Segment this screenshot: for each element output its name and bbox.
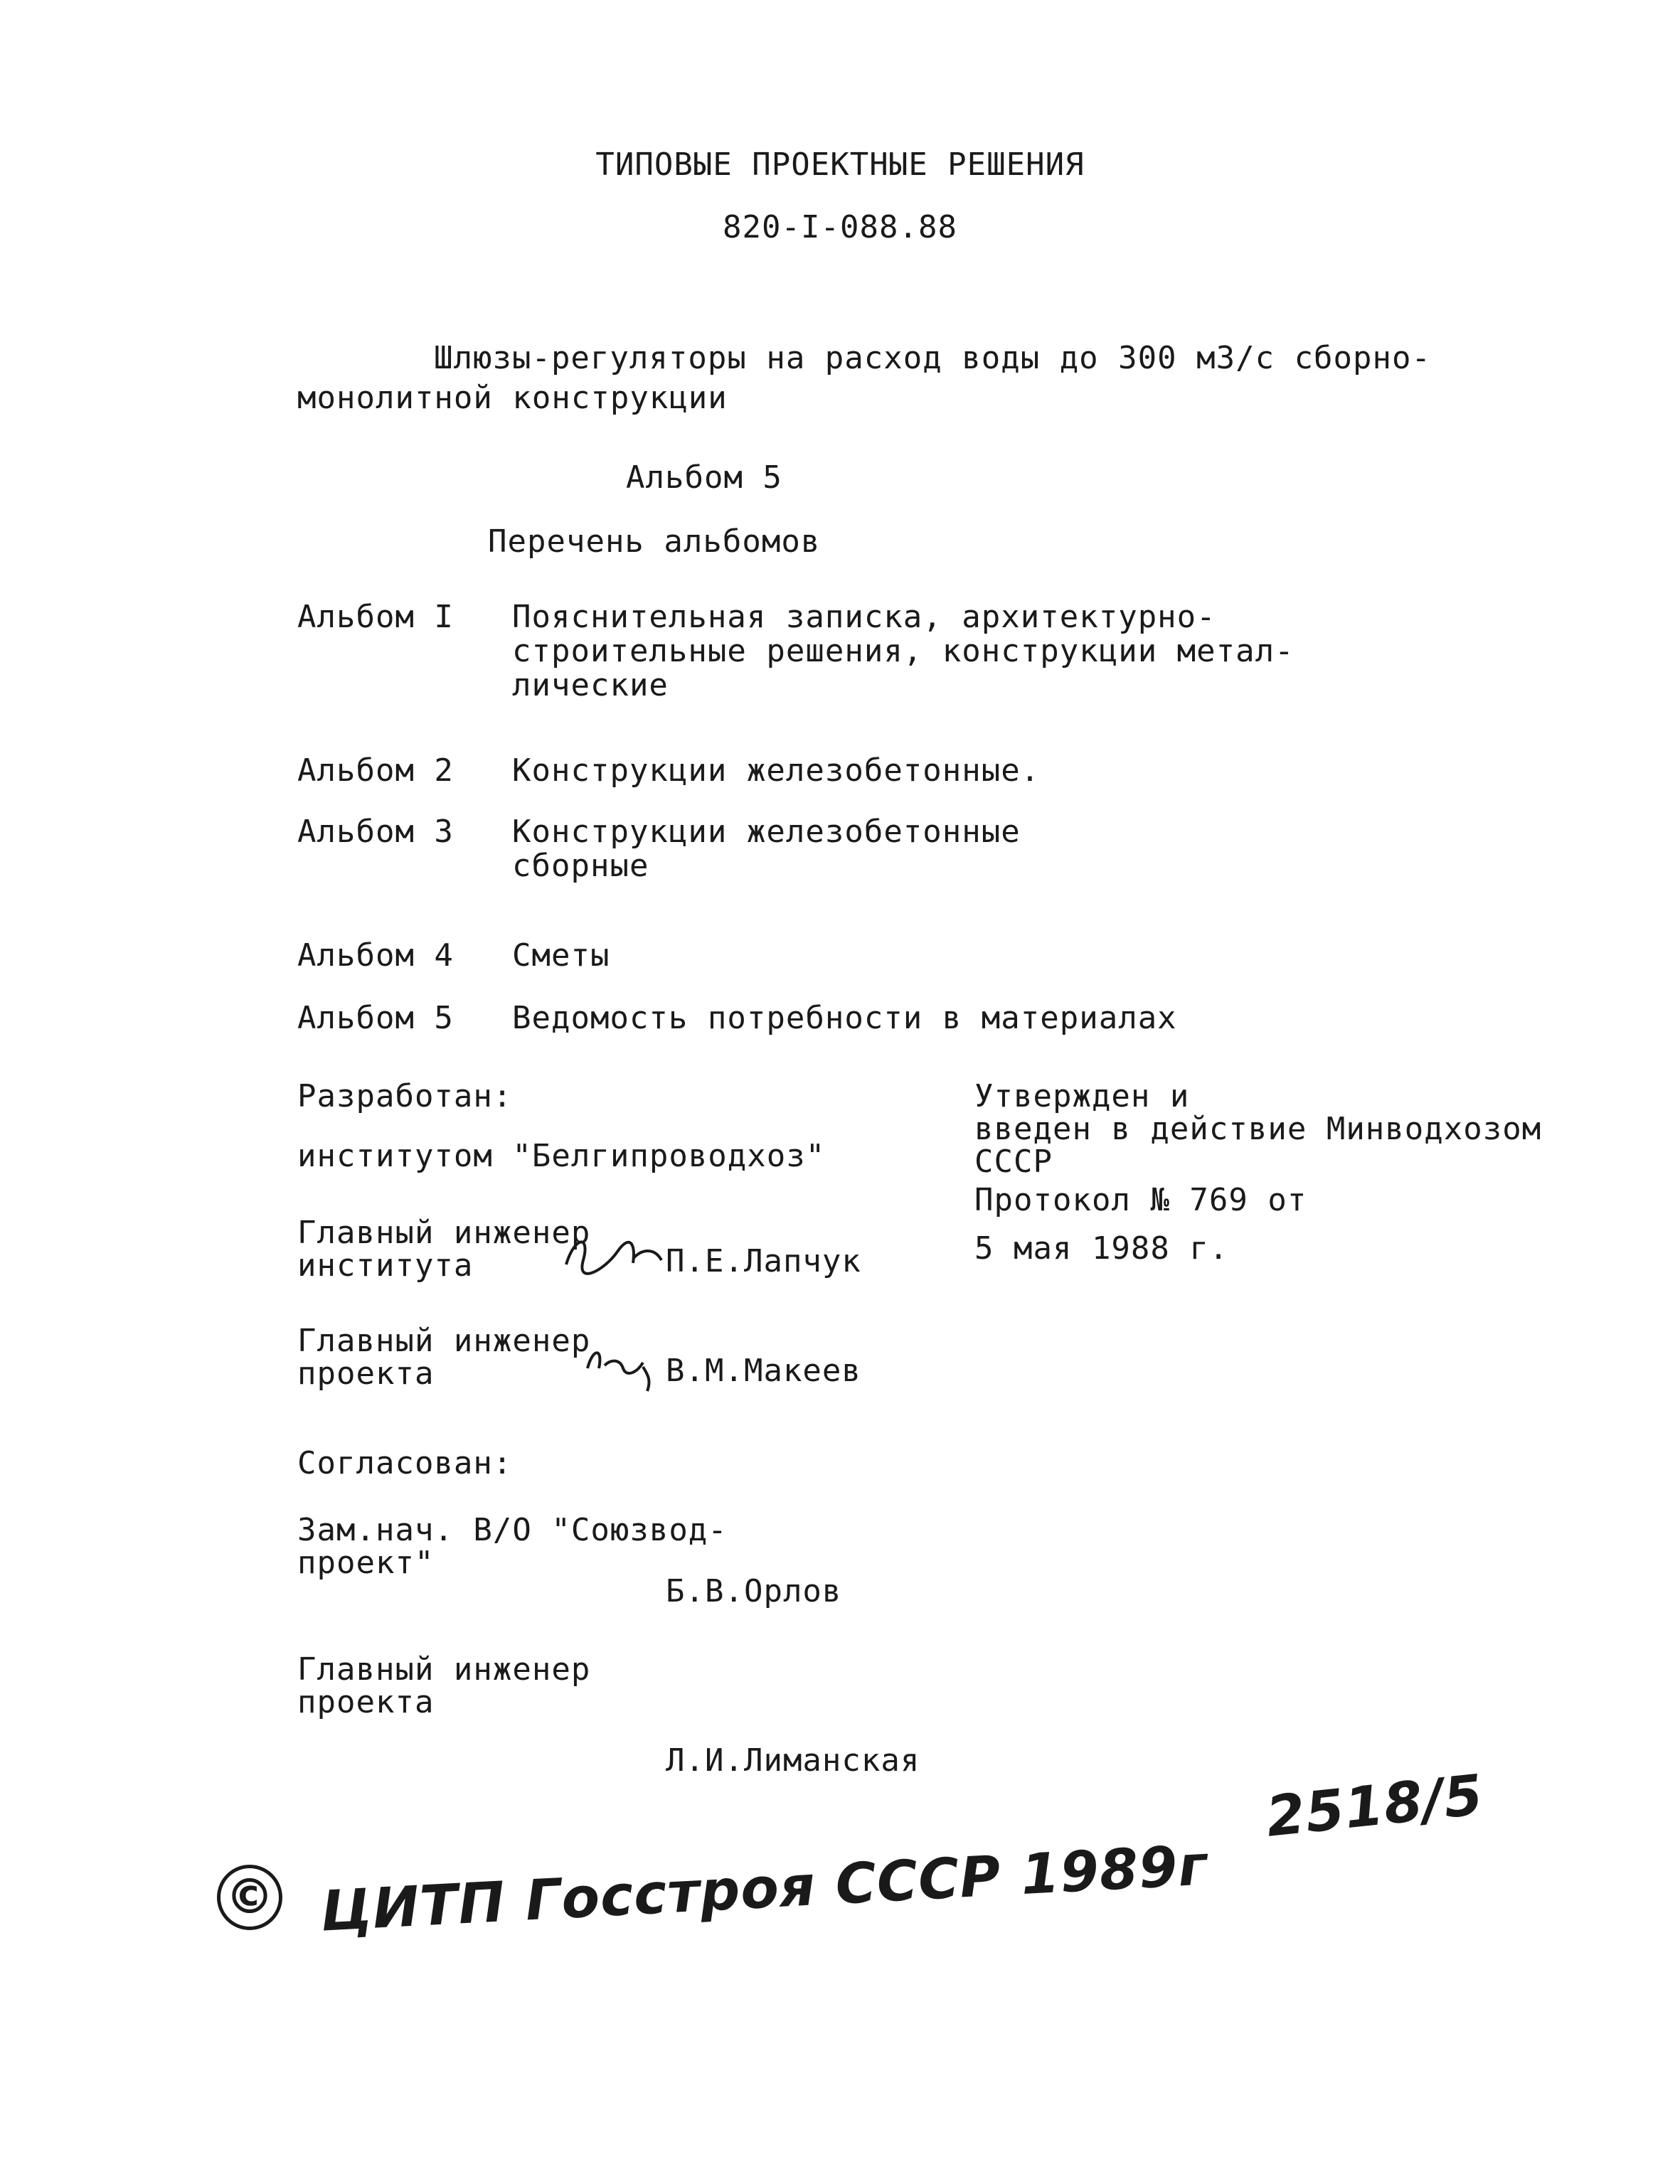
agreed-heading: Согласован: bbox=[297, 1445, 513, 1481]
approved-line-3: СССР bbox=[974, 1144, 1053, 1180]
deputy-head-title: Зам.нач. В/О "Союзвод- bbox=[297, 1512, 728, 1548]
album-label: Альбом 4 bbox=[297, 937, 454, 974]
document-title: ТИПОВЫЕ ПРОЕКТНЫЕ РЕШЕНИЯ bbox=[595, 147, 1085, 183]
copyright-icon: © bbox=[217, 1865, 282, 1930]
album-description: Конструкции железобетонные. bbox=[512, 752, 1041, 789]
chief-engineer-institute-title: института bbox=[297, 1247, 474, 1284]
album-description: Сметы bbox=[512, 937, 610, 974]
chief-engineer-institute-title: Главный инженер bbox=[297, 1215, 591, 1251]
handwritten-registration-number: 2518/5 bbox=[1263, 1763, 1487, 1850]
developer-institute: институтом "Белгипроводхоз" bbox=[297, 1138, 826, 1174]
album-description: лические bbox=[512, 667, 669, 703]
album-description: сборные bbox=[512, 848, 649, 884]
agreed-chief-engineer-name: Л.И.Лиманская bbox=[666, 1742, 920, 1779]
album-description: Ведомость потребности в материалах bbox=[512, 1000, 1177, 1036]
signature bbox=[562, 1230, 669, 1289]
handwritten-copyright-text: ЦИТП Госстроя СССР 1989г bbox=[319, 1833, 1210, 1944]
album-description: Пояснительная записка, архитектурно- bbox=[512, 599, 1216, 635]
subject-line-1: Шлюзы-регуляторы на расход воды до 300 м3/с сборно- bbox=[434, 340, 1432, 376]
agreed-chief-engineer-title: проекта bbox=[297, 1684, 435, 1720]
album-label: Альбом 2 bbox=[297, 752, 454, 789]
album-label: Альбом I bbox=[297, 599, 454, 635]
document-code: 820-I-088.88 bbox=[723, 209, 957, 245]
current-album: Альбом 5 bbox=[626, 459, 782, 496]
signature bbox=[583, 1337, 661, 1402]
agreed-chief-engineer-title: Главный инженер bbox=[297, 1651, 591, 1688]
album-label: Альбом 5 bbox=[297, 1000, 454, 1036]
approved-line-1: Утвержден и bbox=[974, 1078, 1190, 1114]
deputy-head-title: проект" bbox=[297, 1545, 435, 1581]
protocol-date: 5 мая 1988 г. bbox=[974, 1230, 1229, 1267]
chief-engineer-project-name: В.М.Макеев bbox=[666, 1353, 861, 1389]
album-description: строительные решения, конструкции метал- bbox=[512, 633, 1294, 669]
chief-engineer-project-title: Главный инженер bbox=[297, 1323, 591, 1359]
albums-heading: Перечень альбомов bbox=[488, 523, 821, 560]
chief-engineer-project-title: проекта bbox=[297, 1355, 435, 1392]
approved-line-2: введен в действие Минводхозом bbox=[974, 1111, 1542, 1147]
album-label: Альбом 3 bbox=[297, 814, 454, 850]
deputy-head-name: Б.В.Орлов bbox=[666, 1573, 842, 1609]
chief-engineer-institute-name: П.Е.Лапчук bbox=[666, 1243, 861, 1279]
subject-line-2: монолитной конструкции bbox=[297, 380, 728, 416]
album-description: Конструкции железобетонные bbox=[512, 814, 1021, 850]
protocol-number: Протокол № 769 от bbox=[974, 1182, 1307, 1218]
developed-heading: Разработан: bbox=[297, 1078, 513, 1114]
